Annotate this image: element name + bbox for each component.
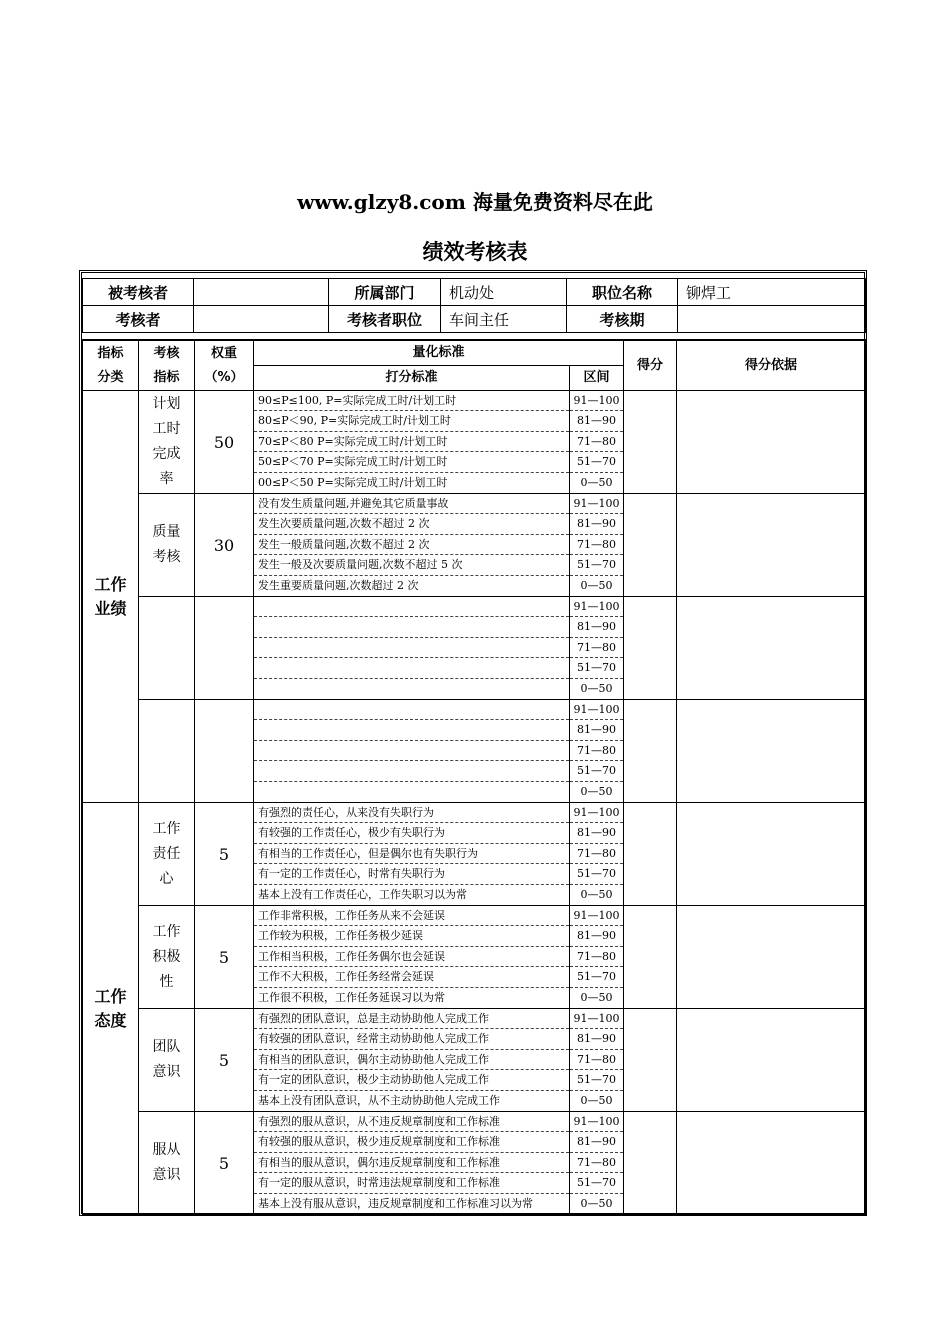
weight-cell: 5 — [195, 906, 254, 1009]
range-cell — [570, 494, 624, 597]
range-item: 91—100 — [570, 1112, 623, 1132]
range-cell — [570, 1009, 624, 1112]
criteria-item — [254, 782, 569, 802]
indicator-name — [139, 1009, 195, 1112]
range-item: 91—100 — [570, 906, 623, 926]
indicator-name — [139, 700, 195, 803]
examinee-label: 被考核者 — [83, 279, 194, 306]
criteria-item: 有相当的服从意识，偶尔违反规章制度和工作标准 — [254, 1153, 569, 1173]
range-item: 51—70 — [570, 1070, 623, 1090]
range-cell — [570, 906, 624, 1009]
criteria-item: 发生重要质量问题,次数超过 2 次 — [258, 578, 419, 592]
info-table — [82, 278, 866, 333]
indicator-header-line2: 指标 — [153, 369, 180, 385]
indicator-name — [139, 1112, 195, 1215]
criteria-item: 有相当的工作责任心，但是偶尔也有失职行为 — [254, 844, 569, 864]
score-header: 得分 — [624, 340, 677, 391]
basis-field[interactable] — [677, 906, 866, 1009]
range-list — [570, 803, 623, 905]
category-header-line1: 指标 — [97, 345, 124, 361]
range-list — [570, 494, 623, 596]
form-title: 绩效考核表 — [422, 239, 528, 264]
range-item: 0—50 — [580, 475, 613, 489]
score-field[interactable] — [624, 700, 677, 803]
criteria-list — [254, 597, 569, 699]
range-item: 71—80 — [570, 535, 623, 555]
range-item: 81—90 — [570, 720, 623, 740]
weight-header-line1: 权重 — [210, 345, 237, 361]
criteria-item: 有较强的团队意识，经常主动协助他人完成工作 — [254, 1029, 569, 1049]
position-label: 职位名称 — [567, 279, 678, 306]
range-item: 81—90 — [570, 411, 623, 431]
range-item: 51—70 — [570, 1173, 623, 1193]
examiner-position-label: 考核者职位 — [329, 306, 441, 333]
range-item: 0—50 — [580, 990, 613, 1004]
range-item: 0—50 — [580, 1196, 613, 1210]
score-field[interactable] — [624, 494, 677, 597]
indicator-name — [139, 391, 195, 494]
criteria-list — [254, 700, 569, 802]
range-item: 51—70 — [570, 967, 623, 987]
criteria-item — [254, 720, 569, 740]
weight-cell: 30 — [195, 494, 254, 597]
range-item: 0—50 — [580, 578, 613, 592]
position-field[interactable]: 铆焊工 — [678, 279, 866, 306]
period-field[interactable] — [678, 306, 866, 333]
criteria-list — [254, 391, 569, 493]
range-item: 71—80 — [570, 947, 623, 967]
criteria-item: 有强烈的责任心，从来没有失职行为 — [254, 803, 569, 823]
weight-cell: 5 — [195, 803, 254, 906]
weight-cell: 50 — [195, 391, 254, 494]
score-field[interactable] — [624, 597, 677, 700]
range-list — [570, 700, 623, 802]
range-item: 71—80 — [570, 432, 623, 452]
indicator-row — [83, 803, 866, 906]
range-item: 71—80 — [570, 1050, 623, 1070]
criteria-item: 70≤P＜80 P=实际完成工时/计划工时 — [254, 432, 569, 452]
criteria-item: 有一定的团队意识，极少主动协助他人完成工作 — [254, 1070, 569, 1090]
criteria-item: 00≤P＜50 P=实际完成工时/计划工时 — [258, 475, 448, 489]
range-list — [570, 1009, 623, 1111]
basis-field[interactable] — [677, 1112, 866, 1215]
criteria-item — [254, 679, 569, 699]
criteria-list — [254, 803, 569, 905]
criteria-item: 发生次要质量问题,次数不超过 2 次 — [254, 514, 569, 534]
assessment-table — [82, 339, 866, 1215]
indicator-row — [83, 597, 866, 700]
range-list — [570, 597, 623, 699]
category-label: 工作态度 — [94, 986, 127, 1030]
category-cell — [83, 803, 139, 1215]
criteria-item: 有相当的团队意识，偶尔主动协助他人完成工作 — [254, 1050, 569, 1070]
criteria-item: 工作不大积极，工作任务经常会延误 — [254, 967, 569, 987]
weight-header — [195, 340, 254, 391]
range-cell — [570, 1112, 624, 1215]
criteria-item: 基本上没有团队意识，从不主动协助他人完成工作 — [258, 1093, 500, 1107]
indicator-row — [83, 391, 866, 494]
criteria-item — [254, 741, 569, 761]
criteria-list — [254, 494, 569, 596]
range-cell — [570, 597, 624, 700]
indicator-label: 工作积极性 — [152, 923, 181, 990]
criteria-item — [254, 658, 569, 678]
range-item: 51—70 — [570, 864, 623, 884]
range-item: 81—90 — [570, 926, 623, 946]
range-cell — [570, 803, 624, 906]
criteria-item — [254, 597, 569, 617]
indicator-name — [139, 494, 195, 597]
criteria-item: 工作相当积极，工作任务偶尔也会延误 — [254, 947, 569, 967]
category-header — [83, 340, 139, 391]
examiner-field[interactable] — [194, 306, 329, 333]
category-label: 工作业绩 — [94, 574, 127, 618]
range-item: 81—90 — [570, 617, 623, 637]
category-cell — [83, 391, 139, 803]
range-header: 区间 — [570, 366, 624, 391]
examiner-label: 考核者 — [83, 306, 194, 333]
weight-cell — [195, 597, 254, 700]
basis-field[interactable] — [677, 803, 866, 906]
criteria-item: 有强烈的服从意识，从不违反规章制度和工作标准 — [254, 1112, 569, 1132]
range-item: 51—70 — [570, 658, 623, 678]
indicator-row — [83, 906, 866, 1009]
weight-header-line2: （%） — [204, 369, 244, 385]
range-list — [570, 391, 623, 493]
score-field[interactable] — [624, 1009, 677, 1112]
criteria-item: 有一定的工作责任心，时常有失职行为 — [254, 864, 569, 884]
criteria-item: 有一定的服从意识，时常违法规章制度和工作标准 — [254, 1173, 569, 1193]
indicator-label: 质量考核 — [152, 524, 181, 565]
score-field[interactable] — [624, 803, 677, 906]
range-cell — [570, 391, 624, 494]
indicator-header — [139, 340, 195, 391]
range-list — [570, 906, 623, 1008]
examinee-field[interactable] — [194, 279, 329, 306]
range-item: 81—90 — [570, 514, 623, 534]
range-cell — [570, 700, 624, 803]
criteria-item: 工作很不积极，工作任务延误习以为常 — [258, 990, 445, 1004]
indicator-row — [83, 1009, 866, 1112]
scoring-header: 打分标准 — [254, 366, 570, 391]
category-header-line2: 分类 — [97, 369, 124, 385]
range-list — [570, 1112, 623, 1214]
criteria-cell — [254, 597, 570, 700]
range-item: 51—70 — [570, 452, 623, 472]
range-item: 71—80 — [570, 741, 623, 761]
score-field[interactable] — [624, 906, 677, 1009]
range-item: 91—100 — [570, 494, 623, 514]
criteria-cell — [254, 494, 570, 597]
basis-header: 得分依据 — [677, 340, 866, 391]
range-item: 91—100 — [570, 700, 623, 720]
criteria-list — [254, 1112, 569, 1214]
range-item: 81—90 — [570, 823, 623, 843]
indicator-label: 团队意识 — [152, 1039, 181, 1080]
dept-field[interactable]: 机动处 — [441, 279, 567, 306]
range-item: 0—50 — [580, 681, 613, 695]
period-label: 考核期 — [567, 306, 678, 333]
quant-header: 量化标准 — [254, 340, 624, 366]
criteria-cell — [254, 906, 570, 1009]
score-field[interactable] — [624, 1112, 677, 1215]
range-item: 51—70 — [570, 555, 623, 575]
range-item: 71—80 — [570, 1153, 623, 1173]
criteria-item: 有强烈的团队意识，总是主动协助他人完成工作 — [254, 1009, 569, 1029]
indicator-name — [139, 906, 195, 1009]
indicator-row — [83, 700, 866, 803]
examiner-position-field[interactable]: 车间主任 — [441, 306, 567, 333]
range-item: 0—50 — [580, 784, 613, 798]
indicator-label: 工作责任心 — [152, 820, 181, 887]
range-item: 91—100 — [570, 597, 623, 617]
range-item: 81—90 — [570, 1132, 623, 1152]
criteria-item: 工作较为积极，工作任务极少延误 — [254, 926, 569, 946]
range-item: 81—90 — [570, 1029, 623, 1049]
criteria-item: 90≤P≤100, P=实际完成工时/计划工时 — [254, 391, 569, 411]
site-header: www.glzy8.com 海量免费资料尽在此 — [297, 190, 653, 214]
basis-field[interactable] — [677, 391, 866, 494]
criteria-item: 有较强的工作责任心，极少有失职行为 — [254, 823, 569, 843]
criteria-item: 基本上没有工作责任心，工作失职习以为常 — [258, 887, 467, 901]
weight-cell — [195, 700, 254, 803]
criteria-item: 50≤P＜70 P=实际完成工时/计划工时 — [254, 452, 569, 472]
range-item: 0—50 — [580, 1093, 613, 1107]
indicator-label: 服从意识 — [152, 1142, 181, 1183]
weight-cell: 5 — [195, 1112, 254, 1215]
range-item: 91—100 — [570, 391, 623, 411]
range-item: 71—80 — [570, 844, 623, 864]
score-field[interactable] — [624, 391, 677, 494]
criteria-item — [254, 700, 569, 720]
criteria-cell — [254, 1112, 570, 1215]
basis-field[interactable] — [677, 597, 866, 700]
criteria-item: 没有发生质量问题,并避免其它质量事故 — [254, 494, 569, 514]
criteria-list — [254, 1009, 569, 1111]
basis-field[interactable] — [677, 494, 866, 597]
criteria-cell — [254, 700, 570, 803]
range-item: 71—80 — [570, 638, 623, 658]
range-item: 91—100 — [570, 803, 623, 823]
indicator-row — [83, 1112, 866, 1215]
criteria-item: 发生一般及次要质量问题,次数不超过 5 次 — [254, 555, 569, 575]
indicator-row — [83, 494, 866, 597]
dept-label: 所属部门 — [329, 279, 441, 306]
basis-field[interactable] — [677, 700, 866, 803]
criteria-cell — [254, 803, 570, 906]
criteria-item: 工作非常积极，工作任务从来不会延误 — [254, 906, 569, 926]
range-item: 51—70 — [570, 761, 623, 781]
criteria-cell — [254, 391, 570, 494]
criteria-item: 有较强的服从意识，极少违反规章制度和工作标准 — [254, 1132, 569, 1152]
indicator-name — [139, 803, 195, 906]
indicator-label: 计划工时完成率 — [152, 396, 181, 487]
range-item: 0—50 — [580, 887, 613, 901]
range-item: 91—100 — [570, 1009, 623, 1029]
criteria-cell — [254, 1009, 570, 1112]
criteria-item — [254, 638, 569, 658]
indicator-header-line1: 考核 — [153, 345, 180, 361]
basis-field[interactable] — [677, 1009, 866, 1112]
criteria-item: 基本上没有服从意识，违反规章制度和工作标准习以为常 — [258, 1196, 533, 1210]
indicator-name — [139, 597, 195, 700]
criteria-item: 80≤P＜90, P=实际完成工时/计划工时 — [254, 411, 569, 431]
criteria-list — [254, 906, 569, 1008]
criteria-item — [254, 761, 569, 781]
criteria-item: 发生一般质量问题,次数不超过 2 次 — [254, 535, 569, 555]
weight-cell: 5 — [195, 1009, 254, 1112]
criteria-item — [254, 617, 569, 637]
